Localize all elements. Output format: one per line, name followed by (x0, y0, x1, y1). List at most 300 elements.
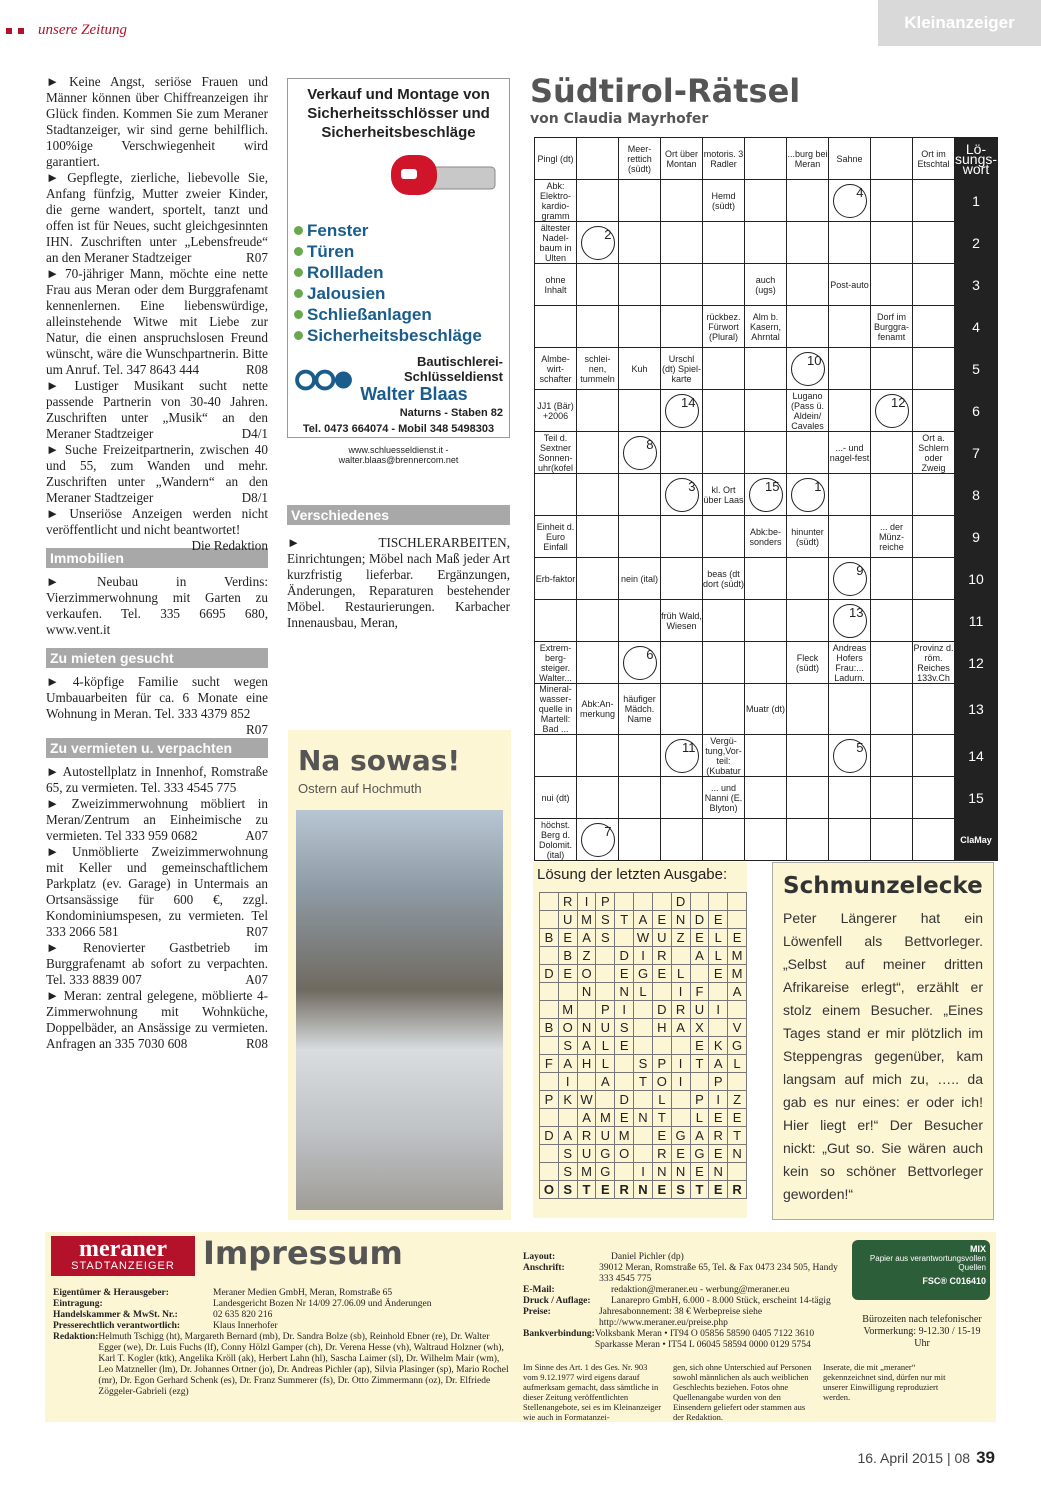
solution-cell: M (596, 1109, 615, 1127)
crossword-cell (577, 264, 619, 306)
solution-cell (728, 1163, 747, 1181)
impressum-key: Eintragung: (53, 1299, 103, 1309)
ad-text: ► Keine Angst, seriöse Frauen und Männer können über Chiffreanzeigen ihr Glück finden. Kommen Sie zum Meraner Stadtanzeiger, wir sind gerne behilflich. 100%ige Verschwiegenheit wird garantiert. (46, 74, 268, 169)
solution-cell: E (709, 965, 728, 983)
number-circle: 15 (749, 478, 783, 512)
crossword-row (535, 390, 998, 432)
solution-cell: N (652, 1163, 671, 1181)
crossword-row (535, 516, 998, 558)
solution-cell: R (558, 893, 577, 911)
crossword-cell: 10 (955, 558, 998, 600)
solution-row (540, 1055, 747, 1073)
crossword-cell: Andreas Hofers Frau:... Ladurn. (829, 642, 871, 684)
crossword-cell: ... und Nanni (E. Blyton) (703, 777, 745, 819)
crossword-cell (703, 264, 745, 306)
solution-cell: E (558, 929, 577, 947)
crossword-cell: Mineral-wasser-quelle in Martell: Bad ... (535, 684, 577, 735)
solution-cell: E (615, 965, 634, 983)
crossword-cell (577, 138, 619, 180)
solution-cell (596, 1091, 615, 1109)
number-circle: 12 (875, 394, 909, 428)
crossword-cell (871, 642, 913, 684)
solution-cell: B (540, 1019, 559, 1037)
crossword-cell (871, 222, 913, 264)
solution-cell (728, 1073, 747, 1091)
number-circle: 10 (791, 352, 825, 386)
crossword-row (535, 432, 998, 474)
crossword-cell: 9 (955, 516, 998, 558)
partner-ad (46, 442, 268, 506)
crossword-cell (829, 390, 871, 432)
crossword-cell (913, 600, 955, 642)
solution-cell: U (690, 1001, 709, 1019)
crossword-cell: hinunter (südt) (787, 516, 829, 558)
impressum-key: Druck / Auflage: (523, 1296, 591, 1306)
solution-row (540, 1109, 747, 1127)
number-circle: 14 (665, 394, 699, 428)
solution-cell (728, 911, 747, 929)
crossword-cell (745, 138, 787, 180)
solution-cell: B (540, 929, 559, 947)
crossword-cell (787, 348, 829, 390)
solution-cell (540, 983, 559, 1001)
impressum-key: Eigentümer & Herausgeber: (53, 1288, 169, 1298)
number-circle: 5 (833, 739, 867, 773)
impressum-key: Bankverbindung: (523, 1329, 595, 1339)
solution-cell: S (671, 1181, 690, 1199)
impressum-value: Jahresabonnement: 38 € Werbepreise siehe http://www.meraner.eu/preise.php (598, 1307, 763, 1328)
crossword-row (535, 642, 998, 684)
solution-cell (596, 965, 615, 983)
crossword-cell: nui (dt) (535, 777, 577, 819)
ad-text: ► Unseriöse Anzeigen werden nicht veröffentlicht und nicht beantwortet! (46, 506, 268, 537)
number-circle: 4 (833, 184, 867, 218)
crossword-cell: Pingl (dt) (535, 138, 577, 180)
crossword-cell (661, 516, 703, 558)
impressum-row (523, 1252, 853, 1263)
verschiedenes (287, 505, 510, 631)
crossword-grid (534, 137, 998, 861)
crossword-cell: 14 (955, 735, 998, 777)
solution-cell: A (558, 1055, 577, 1073)
ad-product-item: Rollladen (294, 262, 503, 283)
ad-text: ► Renovierter Gastbetrieb im Burggrafenamt ab sofort zu verpachten. Tel. 333 8839 007 (46, 940, 268, 987)
crossword-cell: Sahne (829, 138, 871, 180)
crossword-row (535, 222, 998, 264)
number-circle: 6 (623, 646, 657, 680)
solution-cell: L (690, 1109, 709, 1127)
solution-cell: R (652, 947, 671, 965)
solution-cell: X (690, 1019, 709, 1037)
solution-cell (671, 947, 690, 965)
crossword-cell (829, 222, 871, 264)
crossword-cell (577, 516, 619, 558)
solution-row (540, 911, 747, 929)
crossword-cell (871, 474, 913, 516)
solution-cell (558, 983, 577, 1001)
solution-cell: T (615, 911, 634, 929)
crossword-cell (787, 222, 829, 264)
crossword-cell (661, 642, 703, 684)
crossword-cell: Kuh (619, 348, 661, 390)
crossword-cell: ... der Münz-reiche (871, 516, 913, 558)
solution-cell: E (652, 1181, 671, 1199)
crossword-cell (661, 684, 703, 735)
solution-cell: M (728, 965, 747, 983)
solution-cell: U (596, 1019, 615, 1037)
solution-cell: G (690, 1145, 709, 1163)
ad-tischler: ► TISCHLERARBEITEN, Einrichtungen; Möbel nach Maß jeder Art kurzfristig lieferbar. Ergänzungen, Änderungen, Reparaturen bestehender Möbel. Restaurierungen. Karbacher Innenausbau, Meran, (287, 535, 510, 630)
crossword-cell: Lugano (Pass ü. Aldein/ Cavales (787, 390, 829, 432)
buerozeiten: Bürozeiten nach telefonischer Vormerkung: 9-12.30 / 15-19 Uhr (862, 1314, 982, 1349)
solution-cell (540, 1163, 559, 1181)
crossword-cell: motoris. 3 Radler (703, 138, 745, 180)
ad-product-item: Sicherheitsbeschläge (294, 325, 503, 346)
crossword-cell: Ort a. Schlern oder Zweig (913, 432, 955, 474)
solution-cell: N (728, 1145, 747, 1163)
crossword-cell (577, 777, 619, 819)
partnership-ads (46, 74, 268, 553)
solution-cell: I (577, 893, 596, 911)
crossword-cell (703, 516, 745, 558)
solution-cell (671, 1109, 690, 1127)
solution-cell (634, 1037, 653, 1055)
crossword-cell (829, 735, 871, 777)
crossword-cell (829, 819, 871, 861)
solution-cell (540, 911, 559, 929)
crossword-cell: schlei-nen, tummeln (577, 348, 619, 390)
ad-product-list (294, 220, 503, 346)
solution-cell (615, 1055, 634, 1073)
impressum-value: 02 635 820 216 (213, 1310, 273, 1320)
crossword-cell (619, 735, 661, 777)
solution-cell (540, 893, 559, 911)
crossword-cell (745, 777, 787, 819)
crossword-row (535, 558, 998, 600)
solution-cell: T (652, 1109, 671, 1127)
crossword-cell (829, 180, 871, 222)
solution-cell: L (634, 983, 653, 1001)
solution-cell: E (615, 1037, 634, 1055)
solution-cell: T (634, 1073, 653, 1091)
ad-product-item: Türen (294, 241, 503, 262)
solution-cell: A (728, 983, 747, 1001)
impressum-value: Meraner Medien GmbH, Meran, Romstraße 65 (213, 1288, 393, 1298)
solution-cell: N (671, 911, 690, 929)
impressum-right (523, 1252, 853, 1351)
crossword-cell (871, 735, 913, 777)
solution-cell: G (634, 965, 653, 983)
vermieten-ads (46, 764, 268, 1052)
number-circle: 7 (581, 823, 615, 857)
solution-row (540, 1091, 747, 1109)
solution-cell: M (577, 911, 596, 929)
solution-cell: O (577, 965, 596, 983)
solution-cell: O (652, 1073, 671, 1091)
impressum-title: Impressum (203, 1234, 403, 1272)
ad-phone: Tel. 0473 664074 - Mobil 348 5498303 (302, 423, 495, 435)
solution-cell (540, 1145, 559, 1163)
solution-cell (709, 983, 728, 1001)
crossword-cell (829, 684, 871, 735)
impressum-key: Presserechtlich verantwortlich: (53, 1321, 181, 1331)
crossword-cell (661, 819, 703, 861)
solution-cell: R (652, 1145, 671, 1163)
impressum-value: 39012 Meran, Romstraße 65, Tel. & Fax 0473 234 505, Handy 333 4545 775 (599, 1263, 838, 1284)
crossword-cell: Provinz d. röm. Reiches 133v.Ch (913, 642, 954, 683)
crossword-cell (829, 558, 871, 600)
solution-cell: A (558, 1127, 577, 1145)
crossword-cell (871, 600, 913, 642)
impressum-row (523, 1296, 853, 1307)
crossword-cell (913, 777, 955, 819)
crossword-cell (787, 735, 829, 777)
solution-cell: P (652, 1055, 671, 1073)
fsc-badge: MIX Papier aus verantwortungsvollen Quellen FSC® C016410 (852, 1240, 990, 1300)
ad-text: ► Zweizimmerwohnung möbliert in Meran/Zentrum an Einheimische zu vermieten. Tel 333 959 0682 (46, 796, 268, 843)
solution-row (540, 1019, 747, 1037)
crossword-cell (913, 558, 955, 600)
solution-cell: H (652, 1019, 671, 1037)
solution-cell: P (690, 1091, 709, 1109)
solution-cell: S (558, 1181, 577, 1199)
solution-cell: M (558, 1001, 577, 1019)
crossword-cell (787, 432, 829, 474)
solution-cell (671, 1037, 690, 1055)
solution-cell: I (671, 1055, 690, 1073)
solution-cell: N (671, 1163, 690, 1181)
solution-cell (634, 1001, 653, 1019)
impressum-key: Preise: (523, 1307, 551, 1317)
solution-cell: E (728, 1109, 747, 1127)
ad-title: Verkauf und Montage von Sicherheitsschlösser und Sicherheitsbeschläge (307, 86, 490, 141)
solution-cell: E (690, 1163, 709, 1181)
solution-box (533, 862, 747, 1218)
solution-cell: S (558, 1163, 577, 1181)
solution-cell: O (615, 1145, 634, 1163)
solution-row (540, 1145, 747, 1163)
solution-cell: D (690, 911, 709, 929)
crossword-cell (913, 819, 955, 861)
crossword-cell: Urschl (dt) Spiel-karte (661, 348, 703, 390)
solution-cell: H (577, 1055, 596, 1073)
impressum-value: Helmuth Tschigg (ht), Margareth Bernard (mb), Dr. Sandra Bolze (sb), Reinhold Ebner (re), Dr. Walter Egger (we), Dr. Luis Fuchs (lf), Conny Hölzl Gamper (ch), Dr. Verena Hesse (vh), Waltraud Holzner (wh), Karl T. Kogler (ktk), Angelika Kröll (ak), Herbert Lahn (hl), Sascha Laimer (sl), Dr. Wilhelm Mair (wm), Leo Matzneller (lm), Dr. Johannes Ortner (jo), Dr. Andreas Pichler (ap), Silvia Plasinger (sp), Mario Rochel (mr), Dr. Egon Gerhard Schenk (es), Dr. Franz Summerer (fs), Dr. Otto Zimmermann (oz), Dr. Elfriede Zöggeler-Gabrieli (ezg) (98, 1332, 509, 1397)
solution-cell: P (596, 1001, 615, 1019)
solution-row (540, 1037, 747, 1055)
solution-cell (652, 1037, 671, 1055)
crossword-cell (787, 684, 829, 735)
crossword-cell (871, 819, 913, 861)
solution-cell: N (634, 1181, 653, 1199)
solution-cell: G (671, 1127, 690, 1145)
solution-cell: G (728, 1037, 747, 1055)
solution-cell: F (540, 1055, 559, 1073)
section-tab: Kleinanzeiger (878, 0, 1041, 46)
crossword-cell (619, 306, 661, 348)
solution-cell (577, 1001, 596, 1019)
solution-cell: L (596, 1037, 615, 1055)
crossword-cell: ClaMay (955, 819, 998, 861)
crossword-cell (871, 348, 913, 390)
solution-cell: Z (728, 1091, 747, 1109)
solution-row (540, 983, 747, 1001)
crossword-cell: 11 (955, 600, 998, 642)
number-circle: 3 (665, 478, 699, 512)
section-zu-mieten: Zu mieten gesucht (46, 648, 268, 668)
ad-mieten: ► 4-köpfige Familie sucht wegen Umbauarbeiten für ca. 6 Monate eine Wohnung in Meran. Tel. 333 4379 852 R07 (46, 674, 268, 737)
solution-cell: E (558, 965, 577, 983)
impressum-value: Landesgericht Bozen Nr 14/09 27.06.09 und Änderungen (213, 1299, 432, 1309)
solution-cell: O (558, 1019, 577, 1037)
crossword-cell: Post-auto (829, 264, 871, 306)
solution-grid (539, 892, 747, 1199)
ad-code: R07 (246, 924, 268, 939)
crossword-cell (829, 516, 871, 558)
section-immobilien: Immobilien (46, 548, 268, 568)
crossword-cell (619, 222, 661, 264)
ad-code: R08 (246, 362, 268, 377)
crossword-cell: 5 (955, 348, 998, 390)
crossword-cell (535, 474, 577, 516)
crossword-cell (703, 684, 745, 735)
crossword-cell: Dorf im Burggra-fenamt (871, 306, 913, 348)
solution-cell: E (709, 1145, 728, 1163)
crossword-cell: früh Wald, Wiesen (661, 600, 703, 642)
logo-text: unsere Zeitung (38, 22, 128, 38)
ad-text: ► 70-jähriger Mann, möchte eine nette Frau aus Meran oder dem Burggrafenamt kennenlernen. Eine liebenswürdige, alleinstehende Witwe mit Liebe zur Natur, die einen anspruchslosen Freund wünscht, wäre die Wunschpartnerin. Bitte um Anruf. Tel. 347 8643 444 (46, 266, 268, 377)
crossword-cell (745, 432, 787, 474)
solution-cell: L (671, 965, 690, 983)
crossword-row (535, 600, 998, 642)
logo-dots (6, 28, 24, 34)
solution-cell: V (728, 1019, 747, 1037)
solution-cell (634, 1127, 653, 1145)
crossword-cell: Abk:An-merkung (577, 684, 619, 735)
solution-cell (558, 1109, 577, 1127)
crossword-cell (913, 390, 955, 432)
crossword-cell (661, 306, 703, 348)
impressum-key: Layout: (523, 1252, 556, 1262)
ad-product-item: Fenster (294, 220, 503, 241)
crossword-cell (913, 516, 955, 558)
crossword-cell: beas (dt dort (südt) (703, 558, 745, 600)
ad-code: R07 (246, 250, 268, 265)
ad-code: D8/1 (241, 490, 268, 505)
solution-cell: U (558, 911, 577, 929)
crossword-cell (577, 222, 619, 264)
crossword-cell: 7 (955, 432, 998, 474)
solution-cell (634, 893, 653, 911)
number-circle: 13 (833, 604, 867, 638)
ad-code: Die Redaktion (191, 538, 268, 553)
schmunzelecke-text: Peter Längerer hat ein Löwenfell als Bettvorleger. „Selbst auf meiner dritten Afrikareise erlegt“, erzählt er stolz einem Besucher. „Eines Tages stand er mir plötzlich im Steppengras gegenüber, kam langsam auf mich zu, ….. da gab es nur eines: er oder ich! Hier liegt er!“ Der Besucher nickt: „Gut so. Sie wären auch kein so schöner Bettvorleger geworden!“ (783, 910, 983, 1202)
solution-cell (577, 1073, 596, 1091)
impressum-key: Handelskammer & MwSt. Nr.: (53, 1310, 178, 1320)
schmunzelecke-title: Schmunzelecke (783, 873, 983, 899)
solution-cell (728, 893, 747, 911)
number-circle: 8 (623, 436, 657, 470)
crossword-cell (787, 180, 829, 222)
solution-cell: I (634, 1163, 653, 1181)
crossword-cell: Extrem-berg-steiger. Walter... (535, 642, 577, 684)
partner-ad (46, 506, 268, 553)
partner-ad (46, 170, 268, 266)
crossword-cell (829, 474, 871, 516)
impressum-left (53, 1288, 513, 1398)
crossword-cell: Einheit d. Euro Einfall (535, 516, 577, 558)
crossword-cell (913, 222, 955, 264)
crossword-cell (577, 735, 619, 777)
solution-cell (615, 1073, 634, 1091)
na-sowas-subtitle: Ostern auf Hochmuth (298, 781, 422, 796)
impressum-value: Lanarepro GmbH, 6.000 - 8.000 Stück, erscheint 14-tägig (611, 1296, 831, 1306)
crossword-cell: ältester Nadel-baum in Ulten (535, 222, 577, 264)
crossword-cell (661, 264, 703, 306)
solution-cell: E (690, 1037, 709, 1055)
crossword-cell (535, 600, 577, 642)
ad-web[interactable]: www.schluesseldienst.it - walter.blaas@brennercom.net (338, 445, 459, 465)
crossword-cell (871, 432, 913, 474)
solution-cell: D (540, 965, 559, 983)
solution-cell (615, 929, 634, 947)
solution-row (540, 1073, 747, 1091)
raetsel-author: von Claudia Mayrhofer (530, 111, 709, 127)
crossword-cell (619, 642, 661, 684)
solution-cell (634, 1091, 653, 1109)
crossword-cell: 8 (955, 474, 998, 516)
solution-cell: L (652, 1091, 671, 1109)
crossword-cell (577, 642, 619, 684)
solution-cell: I (671, 983, 690, 1001)
crossword-cell: kl. Ort über Laas (703, 474, 745, 516)
crossword-row (535, 306, 998, 348)
solution-cell (709, 1019, 728, 1037)
legal-text: gen, sich ohne Unterschied auf Personen sowohl männlichen als auch weiblichen Geschlechts beziehen. Fotos ohne Quellenangabe wurden von den Einsendern geliefert oder stammen aus der Redaktion. (673, 1362, 812, 1422)
solution-cell: I (709, 1001, 728, 1019)
crossword-cell: Ort im Etschtal (913, 138, 955, 180)
crossword-cell (703, 432, 745, 474)
solution-cell: E (709, 1109, 728, 1127)
crossword-cell: ...- und nagel-fest (829, 432, 871, 474)
solution-cell (690, 893, 709, 911)
impressum-row (53, 1321, 513, 1332)
solution-cell (540, 1037, 559, 1055)
crossword-cell (745, 819, 787, 861)
solution-cell: E (596, 1181, 615, 1199)
crossword-cell (913, 306, 955, 348)
crossword-cell (703, 222, 745, 264)
crossword-cell: Abk:be-sonders (745, 516, 787, 558)
solution-cell: T (728, 1127, 747, 1145)
crossword-cell: Hemd (südt) (703, 180, 745, 222)
solution-cell: E (728, 929, 747, 947)
crossword-cell (871, 180, 913, 222)
solution-cell: N (634, 1109, 653, 1127)
page-number: 39 (976, 1448, 995, 1467)
issue-date: 16. April 2015 | 08 (857, 1450, 971, 1466)
partner-ad (46, 74, 268, 170)
number-circle: 1 (791, 478, 825, 512)
solution-cell: E (671, 1145, 690, 1163)
crossword-cell (829, 348, 871, 390)
crossword-cell (745, 222, 787, 264)
solution-cell: E (652, 911, 671, 929)
crossword-cell (577, 558, 619, 600)
crossword-cell (703, 819, 745, 861)
solution-cell: A (671, 1019, 690, 1037)
crossword-row (535, 138, 998, 180)
ad-address: Naturns - Staben 82 (399, 407, 503, 419)
